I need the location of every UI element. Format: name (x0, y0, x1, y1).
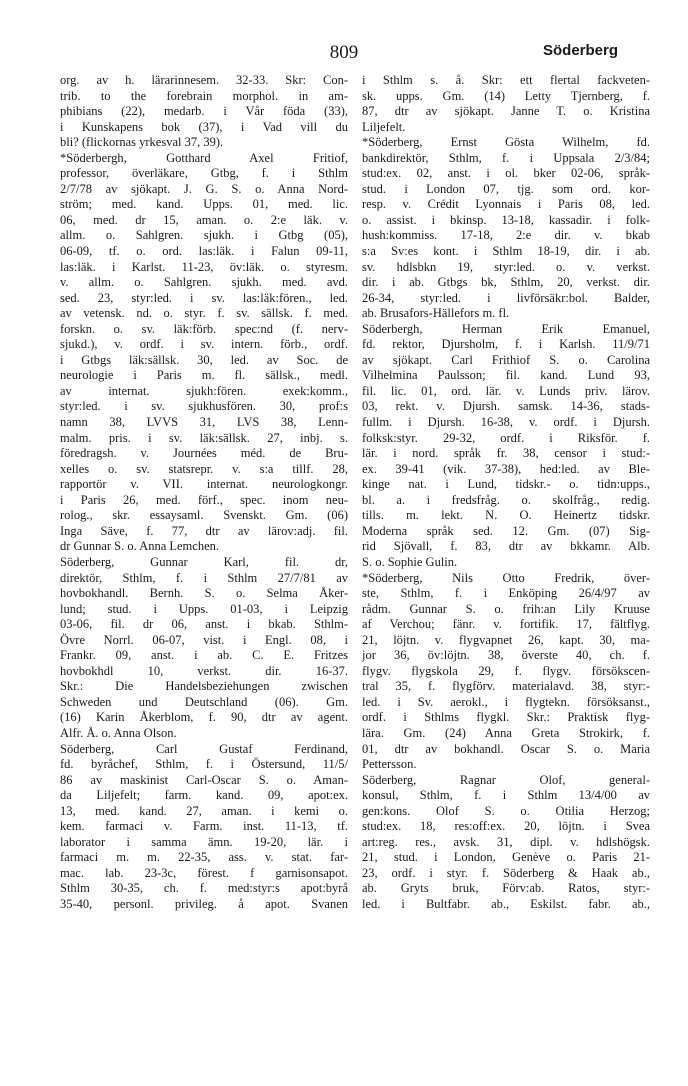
text-line: fd. byråchef, Sthlm, f. i Östersund, 11/5/ (60, 757, 348, 772)
text-line: hovbokhdl 10, verkst. dir. 16-37. (60, 663, 348, 678)
text-line: sv. hdlsbkn 19, styr:led. o. v. verkst. (362, 259, 650, 274)
text-line: o. assist. i bkinsp. 13-18, kassadir. i folk- (362, 212, 650, 227)
text-line: s:a Sv:es kont. i Sthlm 18-19, dir. i ab. (362, 244, 650, 259)
text-line: tills. m. lekt. N. O. Heinertz tidskr. (362, 508, 650, 523)
left-text-column (60, 73, 348, 913)
text-line: 03, rekt. v. Djursh. samsk. 14-36, stads- (362, 399, 650, 414)
text-line: 01, dtr av bokhandl. Oscar S. o. Maria (362, 741, 650, 756)
text-line: jor 36, öv:löjtn. 38, överste 40, ch. f. (362, 648, 650, 663)
text-line: stud:ex. 02, anst. i ol. bker 02-06, språk- (362, 166, 650, 181)
text-line: kinge nat. i Lund, tidskr.- o. tidn:upps., (362, 477, 650, 492)
text-line: laborator i samma ämn. 19-20, lär. i (60, 834, 348, 849)
text-line: trib. to the forebrain morphol. in am- (60, 88, 348, 103)
text-line: Söderberg, Carl Gustaf Ferdinand, (60, 741, 348, 756)
text-line: rid Sjövall, f. 83, dtr av bkkamr. Alb. (362, 539, 650, 554)
text-line: 21, stud. i London, Genève o. Paris 21- (362, 850, 650, 865)
text-line: Inga Säve, f. 77, dtr av lärov:adj. fil. (60, 523, 348, 538)
text-line: dr Gunnar S. o. Anna Lemchen. (60, 539, 219, 554)
text-line: Övre Norrl. 06-07, vist. i Engl. 08, i (60, 632, 348, 647)
text-line: bankdirektör, Sthlm, f. i Uppsala 2/3/84; (362, 150, 650, 165)
text-line: 86 av maskinist Carl-Oscar S. o. Aman- (60, 772, 348, 787)
text-line: konsul, Sthlm, f. i Sthlm 13/4/00 av (362, 788, 650, 803)
text-line: Alfr. Å. o. Anna Olson. (60, 725, 177, 740)
text-line: neurologie i Paris m. fl. sällsk., medl. (60, 368, 348, 383)
text-line: rapportör v. VII. internat. neurologkongr. (60, 477, 348, 492)
page-number: 809 (329, 42, 359, 63)
text-line: stud:ex. 18, res:off:ex. 20, löjtn. i Svea (362, 819, 650, 834)
text-line: led. i Bultfabr. ab., Eskilst. fabr. ab., (362, 896, 650, 911)
text-line: S. o. Sophie Gulin. (362, 554, 458, 569)
text-line: 26-34, styr:led. i livförsäkr:bol. Balder, (362, 290, 650, 305)
text-line: *Söderberg, Ernst Gösta Wilhelm, fd. (362, 135, 650, 150)
text-line: styr:led. i sv. sjukhusfören. 30, prof:s (60, 399, 348, 414)
text-line: forskn. o. sv. läk:förb. spec:nd (f. nerv- (60, 321, 348, 336)
text-line: sk. upps. Gm. (14) Letty Tjernberg, f. (362, 88, 650, 103)
text-line: föredragsh. v. Journées méd. de Bru- (60, 446, 348, 461)
text-line: tral 35, f. flygförv. materialavd. 38, styr:- (362, 679, 650, 694)
text-line: mac. lab. 23-3c, förest. f garnisonsapot. (60, 865, 348, 880)
text-line: fd. rektor, Djursholm, f. i Karlsh. 11/9/71 (362, 337, 650, 352)
text-line: fil. lic. 01, ord. lär. v. Lunds priv. lärov. (362, 383, 650, 398)
text-line: Vilhelmina Paulsson; fil. kand. Lund 93, (362, 368, 650, 383)
text-line: kem. farmaci v. Farm. inst. 11-13, tf. (60, 819, 348, 834)
text-line: hovbokhandl. Bernh. S. o. Selma Åker- (60, 586, 348, 601)
text-line: av internat. sjukh:fören. exek:komm., (60, 383, 348, 398)
text-line: 2/7/78 av sjökapt. J. G. S. o. Anna Nord- (60, 181, 348, 196)
text-line: da Liljefelt; farm. kand. 09, apot:ex. (60, 788, 348, 803)
text-line: lund; stud. i Upps. 01-03, i Leipzig (60, 601, 348, 616)
text-line: malm. pris. i sv. läk:sällsk. 27, inbj. s. (60, 430, 348, 445)
text-line: ste, Sthlm, f. i Enköping 26/4/97 av (362, 586, 650, 601)
text-line: led. i Sv. aerokl., i flygtekn. försöksanst., (362, 694, 650, 709)
text-line: las:läk. i Karlst. 11-23, öv:läk. o. styresm. (60, 259, 348, 274)
text-line: dir. i ab. Gtbgs bk, Sthlm, 20, verkst. dir. (362, 275, 650, 290)
text-line: av sjökapt. Carl Frithiof S. o. Carolina (362, 352, 650, 367)
text-line: i Sthlm s. å. Skr: ett flertal fackveten- (362, 73, 650, 87)
text-line: (16) Karin Åkerblom, f. 90, dtr av agent. (60, 710, 348, 725)
text-line: bl. a. i fredsfråg. o. skolfråg., redig. (362, 492, 650, 507)
text-line: Frankr. 09, anst. i ab. C. E. Fritzes (60, 648, 348, 663)
text-line: *Söderberg, Nils Otto Fredrik, över- (362, 570, 650, 585)
text-line: phibians (22), medarb. i Vår föda (33), (60, 104, 348, 119)
text-line: org. av h. lärarinnesem. 32-33. Skr: Con- (60, 73, 348, 87)
running-title: Söderberg (542, 42, 618, 59)
text-line: direktör, Sthlm, f. i Sthlm 27/7/81 av (60, 570, 348, 585)
text-line: *Söderbergh, Gotthard Axel Fritiof, (60, 150, 348, 165)
text-line: allm. o. Sahlgren. sjukh. i Gtbg (05), (60, 228, 348, 243)
text-line: 03-06, fil. dr 06, anst. i bkab. Sthlm- (60, 617, 348, 632)
text-line: resp. v. Crédit Lyonnais i Paris 08, led. (362, 197, 650, 212)
text-line: folksk:styr. 29-32, ordf. i Riksför. f. (362, 430, 650, 445)
text-line: Sthlm 30-35, ch. f. med:styr:s apot:byrå (60, 881, 348, 896)
text-line: hush:kommiss. 17-18, 2:e dir. v. bkab (362, 228, 650, 243)
text-line: Söderberg, Ragnar Olof, general- (362, 772, 650, 787)
text-line: stud. i London 07, tjg. som ord. kor- (362, 181, 650, 196)
text-line: sed. 23, styr:led. i sv. las:läk:fören., led. (60, 290, 348, 305)
text-line: Söderberg, Gunnar Karl, fil. dr, (60, 554, 348, 569)
text-line: 23, ordf. i styr. f. Söderberg & Haak ab., (362, 865, 650, 880)
text-line: Pettersson. (362, 757, 417, 772)
text-line: 06, med. dr 15, aman. o. 2:e läk. v. (60, 212, 348, 227)
text-line: 35-40, personl. privileg. å apot. Svanen (60, 896, 348, 911)
text-line: namn 38, LVVS 31, LVS 38, Lenn- (60, 415, 348, 430)
text-line: i Gtbgs läk:sällsk. 30, led. av Soc. de (60, 352, 348, 367)
text-line: flygv. flygskola 29, f. flygv. försökscen- (362, 663, 650, 678)
text-line: 87, dtr av sjökapt. Janne T. o. Kristina (362, 104, 650, 119)
text-line: professor, överläkare, Gtbg, f. i Sthlm (60, 166, 348, 181)
text-line: i Paris 26, med. förf., spec. inom neu- (60, 492, 348, 507)
text-line: av vetensk. nd. o. styr. f. sv. sällsk. f. med. (60, 306, 348, 321)
text-line: ex. 39-41 (vik. 37-38), hed:led. av Ble- (362, 461, 650, 476)
text-line: v. allm. o. Sahlgren. sjukh. med. avd. (60, 275, 348, 290)
text-line: art:reg. res., avsk. 31, dipl. v. hdlshögsk. (362, 834, 650, 849)
text-line: lär. i nord. språk fr. 38, censor i stud:- (362, 446, 650, 461)
text-line: ström; med. kand. Upps. 01, med. lic. (60, 197, 348, 212)
text-line: rolog., skr. essaysaml. Svenskt. Gm. (06) (60, 508, 348, 523)
text-line: 13, med. kand. 27, aman. i kemi o. (60, 803, 348, 818)
text-line: i Kunskapens bok (37), i Vad vill du (60, 119, 348, 134)
text-line: xelles o. sv. statsrepr. v. s:a tillf. 28, (60, 461, 348, 476)
text-line: lära. Gm. (24) Anna Greta Strokirk, f. (362, 725, 650, 740)
text-line: 21, löjtn. v. flygvapnet 26, kapt. 30, ma- (362, 632, 650, 647)
right-text-column (362, 73, 650, 913)
text-line: ordf. i Sthlms flygkl. Skr.: Praktisk flyg- (362, 710, 650, 725)
text-line: fullm. i Djursh. 16-38, v. ordf. i Djursh. (362, 415, 650, 430)
text-line: Moderna språk sed. 12. Gm. (07) Sig- (362, 523, 650, 538)
text-line: Liljefelt. (362, 119, 406, 134)
text-line: gen:kons. Olof S. o. Otilia Herzog; (362, 803, 650, 818)
text-line: sjukd.), v. ordf. i sv. intern. förb., ordf. (60, 337, 348, 352)
text-line: rådm. Gunnar S. o. frih:an Lily Kruuse (362, 601, 650, 616)
text-line: Schweden und Deutschland (06). Gm. (60, 694, 348, 709)
text-line: ab. Brusafors-Hällefors m. fl. (362, 306, 510, 321)
text-line: Söderbergh, Herman Erik Emanuel, (362, 321, 650, 336)
text-line: 06-09, tf. o. ord. las:läk. i Falun 09-11, (60, 244, 348, 259)
text-line: bli? (flickornas yrkesval 37, 39). (60, 135, 224, 150)
text-line: af Verchou; fänr. v. fortifik. 17, fältflyg. (362, 617, 650, 632)
text-line: ab. Gryts bruk, Förv:ab. Ratos, styr:- (362, 881, 650, 896)
text-line: farmaci m. m. 22-35, ass. v. stat. far- (60, 850, 348, 865)
text-line: Skr.: Die Handelsbeziehungen zwischen (60, 679, 348, 694)
